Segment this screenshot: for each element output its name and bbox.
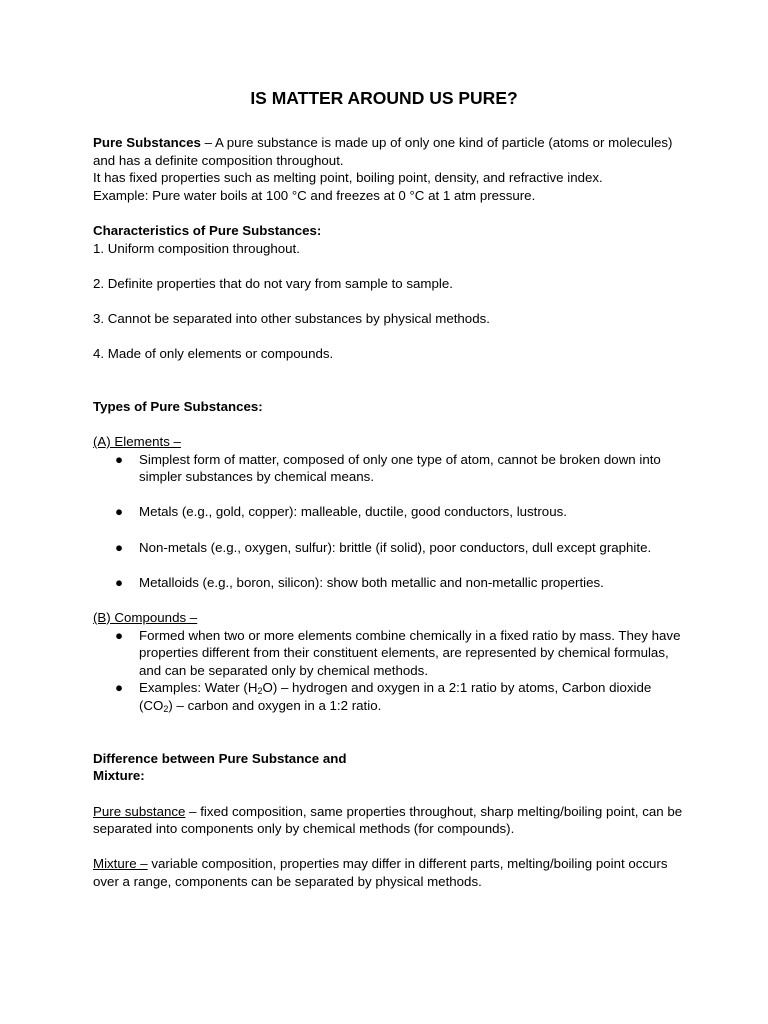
bullet-text: Formed when two or more elements combine chemically in a fixed ratio by mass. They have properties different from their constituent elements, are represented by chemical formulas, and can be separated only by chemical methods.	[139, 627, 681, 678]
bullet-icon: ●	[115, 451, 124, 467]
elements-bullet	[93, 539, 683, 557]
compounds-bullet	[93, 679, 683, 714]
examples-text-a: Examples: Water (H	[139, 680, 258, 696]
elements-bullet	[93, 503, 683, 521]
elements-bullet	[93, 451, 683, 486]
intro-line-2: It has fixed properties such as melting point, boiling point, density, and refractive index.	[93, 170, 603, 186]
bullet-icon: ●	[115, 680, 124, 696]
difference-heading-line-1: Difference between Pure Substance and	[93, 750, 347, 766]
characteristic-item: 4. Made of only elements or compounds.	[93, 346, 334, 362]
bullet-icon: ●	[115, 539, 124, 555]
bullet-icon: ●	[115, 574, 124, 590]
bullet-text	[139, 680, 651, 713]
mixture-paragraph	[93, 855, 683, 890]
subscript-2: 2	[163, 704, 169, 714]
characteristic-item: 1. Uniform composition throughout.	[93, 240, 300, 256]
compounds-bullet	[93, 627, 683, 680]
bullet-text: Metals (e.g., gold, copper): malleable, ductile, good conductors, lustrous.	[139, 504, 567, 520]
characteristics-heading: Characteristics of Pure Substances:	[93, 222, 322, 238]
pure-substance-paragraph	[93, 803, 683, 838]
intro-line-3: Example: Pure water boils at 100 °C and freezes at 0 °C at 1 atm pressure.	[93, 187, 536, 203]
characteristic-item: 3. Cannot be separated into other substances by physical methods.	[93, 310, 490, 326]
bullet-icon: ●	[115, 627, 124, 643]
pure-substance-text: – fixed composition, same properties throughout, sharp melting/boiling point, can be separated into components only by chemical methods (for compounds).	[93, 803, 683, 837]
examples-text-c: ) – carbon and oxygen in a 1:2 ratio.	[168, 698, 382, 713]
examples-text-b: O) – hydrogen and oxygen in a 2:1 ratio by atoms, Carbon dioxide (CO	[139, 680, 652, 713]
pure-substance-term: Pure substance	[93, 803, 186, 819]
subscript-2: 2	[257, 686, 263, 697]
intro-paragraph	[93, 134, 683, 169]
bullet-icon: ●	[115, 504, 124, 520]
elements-heading: (A) Elements –	[93, 434, 181, 450]
document-body	[93, 134, 683, 891]
characteristic-item: 2. Definite properties that do not vary from sample to sample.	[93, 275, 453, 291]
bullet-text: Simplest form of matter, composed of only one type of atom, cannot be broken down into simpler substances by chemical means.	[139, 451, 661, 485]
mixture-text: variable composition, properties may differ in different parts, melting/boiling point occurs over a range, components can be separated by physical methods.	[93, 856, 668, 889]
elements-list	[93, 451, 683, 592]
bullet-text: Non-metals (e.g., oxygen, sulfur): brittle (if solid), poor conductors, dull except graphite.	[139, 539, 652, 555]
mixture-term: Mixture –	[93, 856, 148, 872]
intro-definition: – A pure substance is made up of only one kind of particle (atoms or molecules) and has a definite composition throughout.	[93, 135, 673, 168]
types-heading: Types of Pure Substances:	[93, 398, 263, 414]
compounds-heading: (B) Compounds –	[93, 610, 198, 626]
difference-heading-line-2: Mixture:	[93, 768, 145, 784]
elements-bullet	[93, 574, 683, 592]
page-title: IS MATTER AROUND US PURE?	[250, 88, 518, 108]
bullet-text: Metalloids (e.g., boron, silicon): show both metallic and non-metallic properties.	[139, 574, 604, 590]
compounds-list	[93, 627, 683, 715]
intro-term: Pure Substances	[93, 135, 201, 150]
